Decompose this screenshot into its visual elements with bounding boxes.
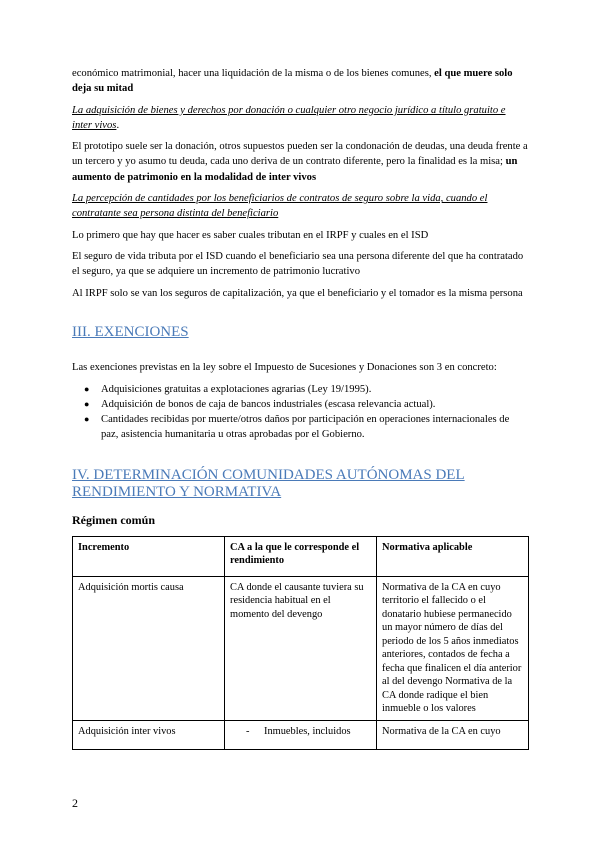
- table-header-cell: CA a la que le corresponde el rendimiento: [225, 536, 377, 576]
- section-title-exenciones: III. EXENCIONES: [72, 323, 189, 340]
- table-row: [73, 576, 529, 720]
- page-number: 2: [72, 796, 78, 810]
- exemptions-intro: Las exenciones previstas en la ley sobre el Impuesto de Sucesiones y Donaciones son 3 en concreto:: [72, 362, 497, 374]
- paragraph-prototype: El prototipo suele ser la donación, otros supuestos pueden ser la condonación de deudas, una deuda frente a un tercero y yo asumo tu deuda, cada uno deriva de un contrato diferente, pero la finalidad es la misa; un aumento de patrimonio en la modalidad de inter vivos: [72, 141, 528, 183]
- regimen-table: [72, 536, 529, 750]
- dash-marker: -: [246, 725, 250, 737]
- bold-phrase: el que muere solo deja su mitad: [72, 68, 513, 95]
- list-item: ● Adquisición de bonos de caja de bancos industriales (escasa relevancia actual).: [84, 398, 436, 410]
- list-item: ● Adquisiciones gratuitas a explotaciones agrarias (Ley 19/1995).: [84, 383, 372, 395]
- section-title-determinacion: IV. DETERMINACIÓN COMUNIDADES AUTÓNOMAS DEL RENDIMIENTO Y NORMATIVA: [72, 466, 465, 501]
- table-cell: - Inmuebles, incluidos: [225, 720, 377, 749]
- table-cell: Adquisición inter vivos: [73, 720, 225, 749]
- subheading-regimen-comun: Régimen común: [72, 512, 155, 527]
- table-row: [73, 720, 529, 749]
- table-header-cell: Incremento: [73, 536, 225, 576]
- table-header-row: [73, 536, 529, 576]
- table-cell: Normativa de la CA en cuyo: [377, 720, 529, 749]
- subheading-donation: La adquisición de bienes y derechos por donación o cualquier otro negocio jurídico a título gratuito e inter vivos.: [72, 104, 506, 131]
- table-cell: CA donde el causante tuviera su residencia habitual en el momento del devengo: [225, 576, 377, 720]
- paragraph-economic: económico matrimonial, hacer una liquidación de la misma o de los bienes comunes, el que muere solo deja su mitad: [72, 68, 513, 95]
- document-page: [72, 66, 528, 750]
- bullet-icon: ●: [84, 383, 90, 394]
- paragraph-capitalization: Al IRPF solo se van los seguros de capitalización, ya que el beneficiario y el tomador es la misma persona: [72, 287, 523, 299]
- paragraph-life-insurance: El seguro de vida tributa por el ISD cuando el beneficiario sea una persona diferente del que ha contratado el seguro, ya que se adquiere un incremento de patrimonio lucrativo: [72, 250, 524, 278]
- bold-phrase: un aumento de patrimonio en la modalidad de inter vivos: [72, 156, 518, 183]
- bullet-icon: ●: [84, 413, 90, 424]
- table-header-cell: Normativa aplicable: [377, 536, 529, 576]
- list-item: ● Cantidades recibidas por muerte/otros daños por participación en operaciones internacionales de paz, asistencia humanitaria u otras aprobadas por el Gobierno.: [84, 413, 510, 440]
- table-cell: Normativa de la CA en cuyo territorio el fallecido o el donatario hubiese permanecido un mayor número de días del periodo de los 5 años inmediatos anteriores, contados de fecha a fecha que finalicen el día anterior al del devengo Normativa de la CA donde radique el bien inmueble o los valores: [377, 576, 529, 720]
- bullet-icon: ●: [84, 398, 90, 409]
- paragraph-irpf-isd: Lo primero que hay que hacer es saber cuales tributan en el IRPF y cuales en el ISD: [72, 229, 429, 241]
- table-cell: Adquisición mortis causa: [73, 576, 225, 720]
- subheading-insurance: La percepción de cantidades por los beneficiarios de contratos de seguro sobre la vida, cuando el contratante sea persona distinta del beneficiario: [72, 193, 488, 220]
- exemptions-list: [72, 382, 528, 442]
